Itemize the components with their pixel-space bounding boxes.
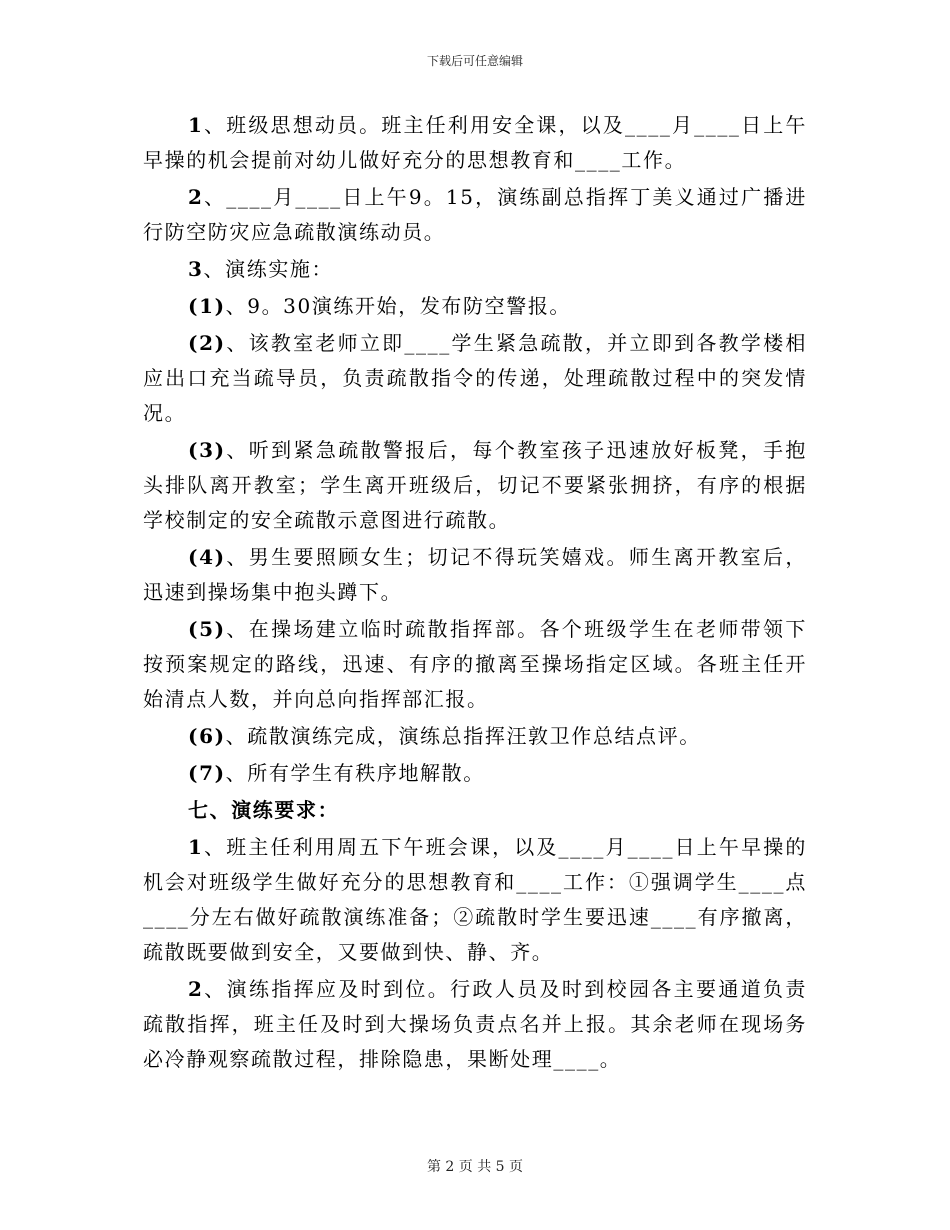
requirement-1: [143, 830, 807, 970]
step-6: [143, 719, 807, 754]
step-text: 、男生要照顾女生；切记不得玩笑嬉戏。师生离开教室后，迅速到操场集中抱头蹲下。: [143, 545, 807, 604]
paragraph-text: 、____月____日上午9。15，演练副总指挥丁美义通过广播进行防空防灾应急疏散演练动员。: [143, 185, 807, 244]
step-text: 、听到紧急疏散警报后，每个教室孩子迅速放好板凳，手抱头排队离开教室；学生离开班级后，切记不要紧张拥挤，有序的根据学校制定的安全疏散示意图进行疏散。: [143, 438, 807, 532]
step-text: 、在操场建立临时疏散指挥部。各个班级学生在老师带领下按预案规定的路线，迅速、有序的撤离至操场指定区域。各班主任开始清点人数，并向总向指挥部汇报。: [143, 617, 807, 711]
step-number: (1): [188, 294, 226, 318]
step-number: (5): [188, 617, 226, 641]
requirement-2: [143, 972, 807, 1077]
step-7: [143, 756, 807, 791]
step-5: [143, 612, 807, 717]
page-footer: 第 2 页 共 5 页: [426, 1159, 524, 1175]
paragraph-2: [143, 180, 807, 250]
step-number: (7): [188, 761, 226, 785]
requirement-number: 1: [188, 835, 204, 859]
step-text: 、所有学生有秩序地解散。: [225, 761, 485, 785]
step-number: (6): [188, 724, 226, 748]
step-3: [143, 433, 807, 538]
step-text: 、疏散演练完成，演练总指挥汪敦卫作总结点评。: [225, 724, 701, 748]
paragraph-1: [143, 108, 807, 178]
paragraph-3: [143, 252, 807, 287]
step-1: [143, 289, 807, 324]
step-4: [143, 540, 807, 610]
step-text: 、9。30演练开始，发布防空警报。: [225, 294, 572, 318]
requirement-text: 、班主任利用周五下午班会课，以及____月____日上午早操的机会对班级学生做好充分的思想教育和____工作：①强调学生____点____分左右做好疏散演练准备；②疏散时学生要迅速____有序撤离，疏散既要做到安全，又要做到快、静、齐。: [143, 835, 807, 964]
step-number: (3): [188, 438, 226, 462]
requirement-text: 、演练指挥应及时到位。行政人员及时到校园各主要通道负责疏散指挥，班主任及时到大操场负责点名并上报。其余老师在现场务必冷静观察疏散过程，排除隐患，果断处理____。: [143, 977, 807, 1071]
page-header: 下载后可任意编辑: [426, 54, 523, 68]
paragraph-number: 2: [188, 185, 204, 209]
step-number: (2): [188, 331, 226, 355]
document-body: [143, 108, 807, 1079]
paragraph-number: 1: [188, 113, 204, 137]
step-2: [143, 326, 807, 431]
paragraph-text: 、班级思想动员。班主任利用安全课，以及____月____日上午早操的机会提前对幼儿做好充分的思想教育和____工作。: [143, 113, 807, 172]
section-heading: 七、演练要求：: [188, 798, 340, 822]
requirement-number: 2: [188, 977, 204, 1001]
paragraph-number: 3: [188, 257, 204, 281]
step-number: (4): [188, 545, 226, 569]
step-text: 、该教室老师立即____学生紧急疏散，并立即到各教学楼相应出口充当疏导员，负责疏散指令的传递，处理疏散过程中的突发情况。: [143, 331, 807, 425]
paragraph-text: 、演练实施：: [203, 257, 334, 281]
